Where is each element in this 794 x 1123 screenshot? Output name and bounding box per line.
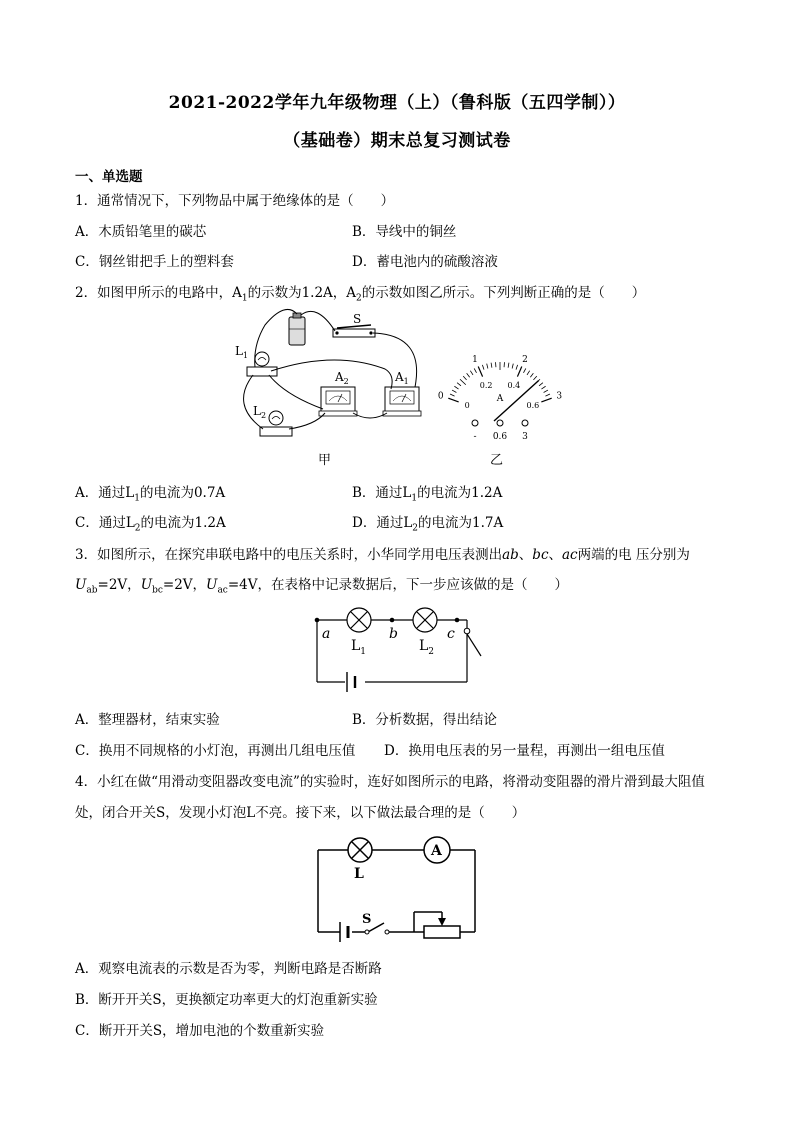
dial-terminal-label: - <box>473 432 477 442</box>
dial-upper-label: 0 <box>437 391 444 402</box>
dial-terminal-label: 0.6 <box>492 432 508 442</box>
q2-option-d: D．通过$L_2$的电流为1.7A <box>352 515 504 534</box>
q1-stem: 1．通常情况下，下列物品中属于绝缘体的是（ ） <box>75 193 395 209</box>
dial-tick <box>527 371 530 375</box>
battery-icon <box>347 672 355 692</box>
dial-tick <box>482 365 484 370</box>
q3-option-a: A．整理器材，结束实验 <box>75 712 220 728</box>
point-c-label: c <box>447 626 455 642</box>
lamp-l2-label: $L_2$ <box>419 638 435 657</box>
dial-tick <box>512 364 513 369</box>
dial-tick <box>478 366 482 376</box>
lamp-l-icon <box>348 838 372 862</box>
ammeter-label: A <box>431 843 442 859</box>
q4-option-a: A．观察电流表的示数是否为零，判断电路是否断路 <box>75 961 382 977</box>
lamp-l2-icon <box>413 608 437 632</box>
lamp-l-label: L <box>354 866 364 882</box>
switch-s-label: S <box>362 912 372 927</box>
dial-terminal <box>522 420 528 426</box>
dial-lower-label: 0.2 <box>479 380 493 390</box>
dial-tick <box>491 363 492 368</box>
q4-option-b: B．断开开关S，更换额定功率更大的灯泡重新实验 <box>75 992 378 1008</box>
q4-circuit-figure <box>310 832 495 944</box>
bulb-l1-label: $L_1$ <box>235 344 249 360</box>
dial-lower-label: 0.6 <box>526 401 540 411</box>
dial-lower-label: 0.4 <box>507 380 521 390</box>
dial-tick <box>450 394 455 396</box>
dial-tick <box>457 383 461 386</box>
point-a-label: a <box>322 626 331 642</box>
slider-arrow-icon <box>438 918 446 926</box>
q1-option-c: C．钢丝钳把手上的塑料套 <box>75 254 234 270</box>
dial-terminal-label: 3 <box>522 432 528 442</box>
q4-option-c: C．断开开关S，增加电池的个数重新实验 <box>75 1023 325 1039</box>
dial-tick <box>516 365 518 370</box>
bulb-l2-label: $L_2$ <box>253 404 267 420</box>
dial-upper-label: 2 <box>522 355 528 366</box>
q2-option-a: A．通过$L_1$的电流为0.7A <box>75 485 226 504</box>
dial-tick <box>530 373 533 377</box>
dial-upper-label: 3 <box>556 391 563 402</box>
dial-tick <box>474 368 476 372</box>
dial-tick <box>517 366 521 376</box>
bulb-l1-icon <box>247 352 277 376</box>
q2-option-b: B．通过$L_1$的电流为1.2A <box>352 485 503 504</box>
exam-title-line1: 2021-2022学年九年级物理（上）（鲁科版（五四学制）） <box>168 93 626 113</box>
exam-title-line2: （基础卷）期末总复习测试卷 <box>283 131 511 151</box>
point-b-label: b <box>389 626 398 642</box>
q3-option-b: B．分析数据，得出结论 <box>352 712 497 728</box>
dial-tick <box>541 398 551 402</box>
battery-icon <box>289 313 305 345</box>
dial-tick <box>523 368 525 372</box>
dial-tick <box>463 376 466 380</box>
dial-tick <box>452 390 456 392</box>
battery-icon <box>340 922 348 942</box>
section-heading: 一、单选题 <box>75 169 143 185</box>
q4-stem-line2: 处，闭合开关S，发现小灯泡L不亮。接下来，以下做法最合理的是（ ） <box>75 805 526 821</box>
dial-tick <box>539 383 543 386</box>
dial-upper-label: 1 <box>472 355 478 366</box>
q1-option-d: D．蓄电池内的硫酸溶液 <box>352 254 498 270</box>
dial-tick <box>544 390 548 392</box>
dial-tick <box>454 386 458 389</box>
dial-tick <box>460 379 466 384</box>
q3-series-circuit-figure <box>305 600 495 695</box>
dial-terminal <box>472 420 478 426</box>
ammeter-a2-icon <box>319 387 357 416</box>
dial-tick <box>545 394 550 396</box>
dial-tick <box>467 373 470 377</box>
dial-tick <box>470 371 473 375</box>
q2-fig-caption-left: 甲 <box>318 453 332 468</box>
q3-stem-line2: $U_{ab}=2V$，$U_{bc}=2V$，$U_{ac}=4V$，在表格中记录数据后，下一步应该做的是（ ） <box>75 577 568 596</box>
q2-fig-caption-right: 乙 <box>490 453 504 468</box>
q3-option-d: D．换用电压表的另一量程，再测出一组电压值 <box>384 743 665 759</box>
q3-option-c: C．换用不同规格的小灯泡，再测出几组电压值 <box>75 743 356 759</box>
q1-option-b: B．导线中的铜丝 <box>352 224 457 240</box>
lamp-l1-icon <box>347 608 371 632</box>
q2-stem: 2．如图甲所示的电路中，$A_1$的示数为1.2A，$A_2$的示数如图乙所示。下列判断正确的是（ ） <box>75 285 646 304</box>
dial-tick <box>508 363 509 368</box>
ammeter-a1-icon <box>383 387 421 416</box>
dial-tick <box>487 364 488 369</box>
dial-tick <box>541 386 545 389</box>
lamp-l1-label: $L_1$ <box>351 638 367 657</box>
q2-option-c: C．通过$L_2$的电流为1.2A <box>75 515 226 534</box>
q2-ammeter-dial-figure <box>428 345 573 445</box>
q1-option-a: A．木质铅笔里的碳芯 <box>75 224 207 240</box>
switch-icon <box>333 325 375 337</box>
ammeter-a2-label: $A_2$ <box>335 370 349 386</box>
dial-tick <box>533 376 536 380</box>
q4-stem-line1: 4．小红在做“用滑动变阻器改变电流”的实验时，连好如图所示的电路，将滑动变阻器的滑片滑到最大阻值 <box>75 774 705 790</box>
rheostat-icon <box>424 926 460 938</box>
q3-stem-line1: 3．如图所示，在探究串联电路中的电压关系时，小华同学用电压表测出ab、bc、ac两端的电 压分别为 <box>75 547 690 563</box>
switch-label: S <box>353 312 362 326</box>
ammeter-a1-label: $A_1$ <box>395 370 409 386</box>
dial-unit-label: A <box>496 394 504 404</box>
q2-circuit-figure <box>225 305 440 445</box>
dial-tick <box>448 398 458 402</box>
dial-terminal <box>497 420 503 426</box>
dial-lower-label: 0 <box>464 401 470 411</box>
